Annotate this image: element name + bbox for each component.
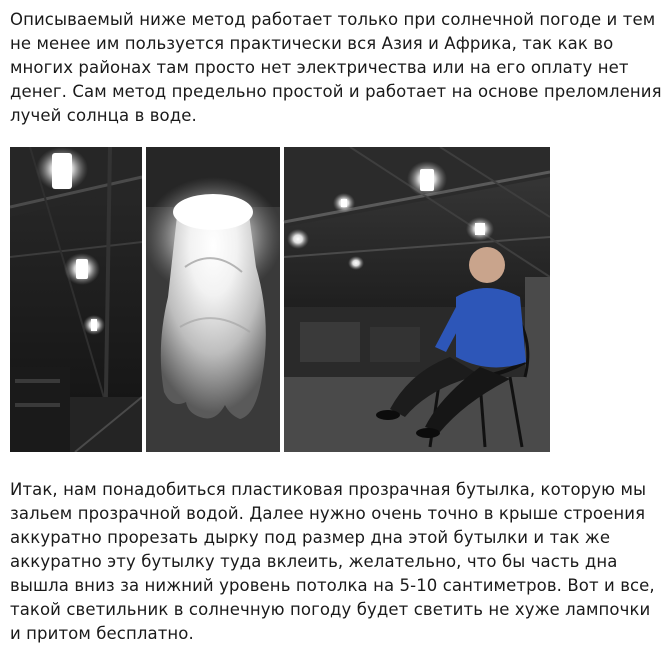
warehouse-ceiling-lights-photo: [10, 147, 142, 452]
photo-collage: [10, 147, 550, 452]
man-seated-in-lit-room-photo: [284, 147, 550, 452]
instructions-line: Итак, нам понадобиться пластиковая прозрачная бутылка, которую мы: [10, 480, 647, 499]
instructions-paragraph: [10, 478, 662, 646]
instructions-line: аккуратно прорезать дырку под размер дна этой бутылки и так же: [10, 528, 611, 547]
intro-line: многих районах там просто нет электричества или на его оплату нет: [10, 58, 629, 77]
instructions-line: такой светильник в солнечную погоду будет светить не хуже лампочки: [10, 600, 651, 619]
intro-line: лучей солнца в воде.: [10, 106, 197, 125]
instructions-line: зальем прозрачной водой. Далее нужно очень точно в крыше строения: [10, 504, 646, 523]
intro-paragraph: [10, 8, 662, 128]
glowing-bottle-closeup-photo: [143, 147, 283, 452]
instructions-line: аккуратно эту бутылку туда вклеить, желательно, что бы часть дна: [10, 552, 618, 571]
instructions-line: и притом бесплатно.: [10, 624, 194, 643]
instructions-line: вышла вниз за нижний уровень потолка на 5-10 сантиметров. Вот и все,: [10, 576, 655, 595]
intro-line: Описываемый ниже метод работает только при солнечной погоде и тем: [10, 10, 656, 29]
intro-line: денег. Сам метод предельно простой и работает на основе преломления: [10, 82, 662, 101]
intro-line: не менее им пользуется практически вся Азия и Африка, так как во: [10, 34, 614, 53]
